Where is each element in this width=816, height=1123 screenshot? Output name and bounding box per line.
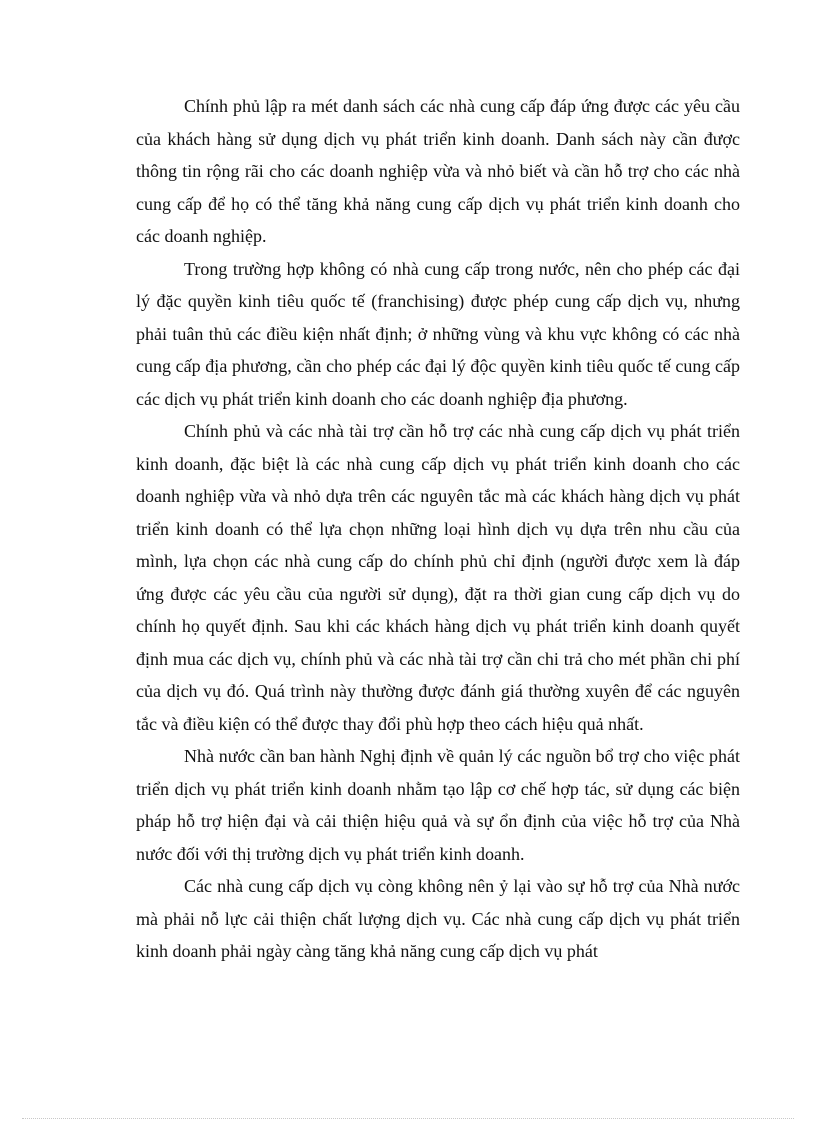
paragraph-3: Chính phủ và các nhà tài trợ cần hỗ trợ các nhà cung cấp dịch vụ phát triển kinh doanh, đặc biệt là các nhà cung cấp dịch vụ phát triển kinh doanh cho các doanh nghiệp vừa và nhỏ dựa trên các nguyên tắc mà các khách hàng dịch vụ phát triển kinh doanh có thể lựa chọn những loại hình dịch vụ dựa trên nhu cầu của mình, lựa chọn các nhà cung cấp do chính phủ chỉ định (người được xem là đáp ứng được các yêu cầu của người sử dụng), đặt ra thời gian cung cấp dịch vụ do chính họ quyết định. Sau khi các khách hàng dịch vụ phát triển kinh doanh quyết định mua các dịch vụ, chính phủ và các nhà tài trợ cần chi trả cho mét phần chi phí của dịch vụ đó. Quá trình này thường được đánh giá thường xuyên để các nguyên tắc và điều kiện có thể được thay đổi phù hợp theo cách hiệu quả nhất.	[136, 421, 740, 734]
document-body	[136, 90, 740, 968]
paragraph-1: Chính phủ lập ra mét danh sách các nhà cung cấp đáp ứng được các yêu cầu của khách hàng sử dụng dịch vụ phát triển kinh doanh. Danh sách này cần được thông tin rộng rãi cho các doanh nghiệp vừa và nhỏ biết và cần hỗ trợ cho các nhà cung cấp để họ có thể tăng khả năng cung cấp dịch vụ phát triển kinh doanh cho các doanh nghiệp.	[136, 96, 740, 246]
paragraph-5: Các nhà cung cấp dịch vụ còng không nên ỷ lại vào sự hỗ trợ của Nhà nước mà phải nỗ lực cải thiện chất lượng dịch vụ. Các nhà cung cấp dịch vụ phát triển kinh doanh phải ngày càng tăng khả năng cung cấp dịch vụ phát	[136, 876, 740, 961]
page-bottom-divider	[22, 1118, 794, 1119]
paragraph-4: Nhà nước cần ban hành Nghị định về quản lý các nguồn bổ trợ cho việc phát triển dịch vụ phát triển kinh doanh nhằm tạo lập cơ chế hợp tác, sử dụng các biện pháp hỗ trợ hiện đại và cải thiện hiệu quả và sự ổn định của việc hỗ trợ của Nhà nước đối với thị trường dịch vụ phát triển kinh doanh.	[136, 746, 740, 864]
paragraph-2: Trong trường hợp không có nhà cung cấp trong nước, nên cho phép các đại lý đặc quyền kinh tiêu quốc tế (franchising) được phép cung cấp dịch vụ, nhưng phải tuân thủ các điều kiện nhất định; ở những vùng và khu vực không có các nhà cung cấp địa phương, cần cho phép các đại lý độc quyền kinh tiêu quốc tế cung cấp các dịch vụ phát triển kinh doanh cho các doanh nghiệp địa phương.	[136, 258, 740, 409]
